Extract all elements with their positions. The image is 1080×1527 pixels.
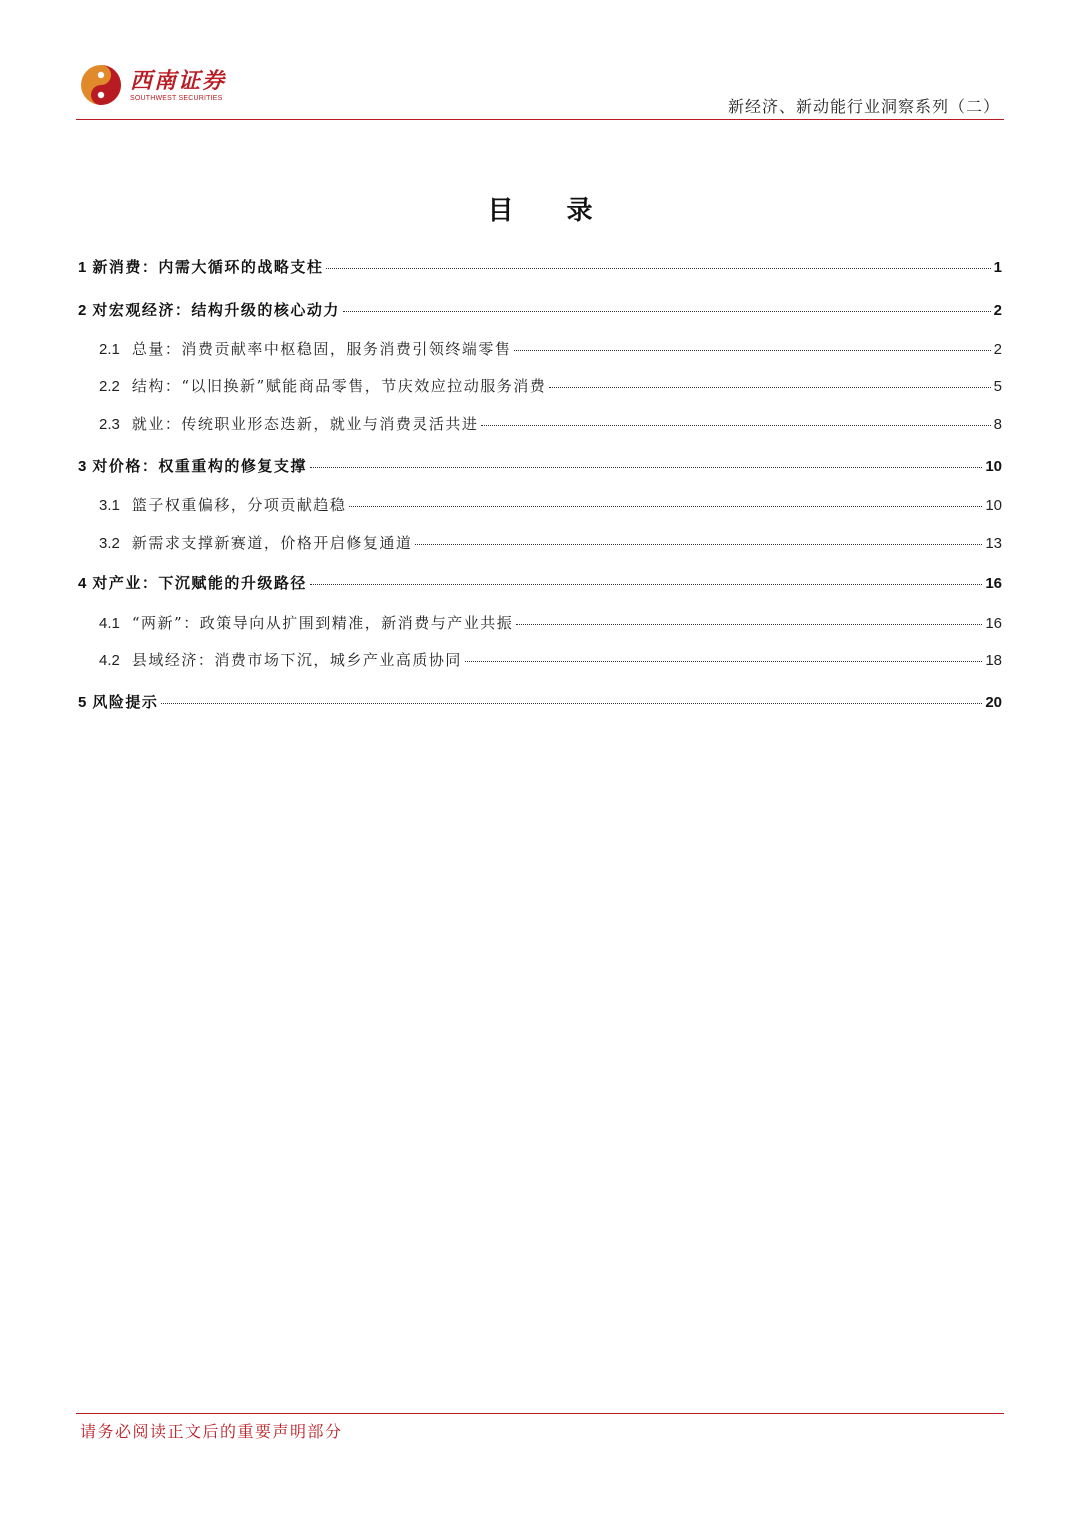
toc-entry-page: 2 xyxy=(993,341,1002,358)
toc-entry-5[interactable] xyxy=(78,691,1002,712)
toc-entry-4[interactable] xyxy=(78,572,1002,593)
toc-entry-title: 总量：消费贡献率中枢稳固，服务消费引领终端零售 xyxy=(131,340,512,358)
toc-entry-title: 风险提示 xyxy=(92,693,159,711)
report-series-title: 新经济、新动能行业洞察系列（二） xyxy=(727,97,1000,116)
toc-entry-title: 对产业：下沉赋能的升级路径 xyxy=(92,574,307,592)
toc-entry-page: 18 xyxy=(985,652,1002,669)
toc-entry-number: 3.2 xyxy=(99,535,120,552)
toc-entry-number: 4.1 xyxy=(99,615,120,632)
toc-entry-3-1[interactable] xyxy=(78,494,1002,515)
header-divider xyxy=(76,119,1004,120)
toc-entry-number: 4.2 xyxy=(99,652,120,669)
toc-dot-leader xyxy=(465,661,982,662)
toc-dot-leader xyxy=(349,506,982,507)
toc-entry-page: 2 xyxy=(993,302,1002,319)
toc-entry-2[interactable] xyxy=(78,299,1002,320)
toc-entry-title: 结构：“以旧换新”赋能商品零售，节庆效应拉动服务消费 xyxy=(131,377,547,395)
toc-entry-number: 2 xyxy=(78,302,87,319)
toc-entry-title: 就业：传统职业形态迭新，就业与消费灵活共进 xyxy=(131,415,479,433)
toc-entry-1[interactable] xyxy=(78,256,1002,277)
toc-entry-number: 1 xyxy=(78,259,87,276)
toc-entry-number: 3 xyxy=(78,458,87,475)
toc-dot-leader xyxy=(343,311,991,312)
toc-dot-leader xyxy=(516,624,982,625)
toc-entry-page: 16 xyxy=(985,615,1002,632)
toc-entry-title: 对宏观经济：结构升级的核心动力 xyxy=(92,301,340,319)
toc-dot-leader xyxy=(326,268,990,269)
toc-entry-3[interactable] xyxy=(78,455,1002,476)
toc-dot-leader xyxy=(415,544,982,545)
toc-entry-page: 5 xyxy=(993,378,1002,395)
toc-entry-title: 县域经济：消费市场下沉，城乡产业高质协同 xyxy=(131,651,462,669)
toc-entry-4-1[interactable] xyxy=(78,612,1002,633)
toc-entry-number: 2.1 xyxy=(99,341,120,358)
logo-chinese-name: 西南证券 xyxy=(130,67,227,94)
toc-dot-leader xyxy=(549,387,990,388)
toc-dot-leader xyxy=(310,584,982,585)
toc-entry-number: 5 xyxy=(78,694,87,711)
toc-entry-title: 新消费：内需大循环的战略支柱 xyxy=(92,258,324,276)
toc-entry-title: “两新”：政策导向从扩围到精准，新消费与产业共振 xyxy=(131,614,514,632)
toc-entry-number: 2.3 xyxy=(99,416,120,433)
toc-entry-number: 2.2 xyxy=(99,378,120,395)
toc-heading: 目 录 xyxy=(487,196,615,226)
toc-entry-2-1[interactable] xyxy=(78,338,1002,359)
disclaimer-notice: 请务必阅读正文后的重要声明部分 xyxy=(80,1422,343,1441)
toc-entry-page: 8 xyxy=(993,416,1002,433)
company-logo xyxy=(80,64,226,106)
toc-entry-2-2[interactable] xyxy=(78,375,1002,396)
southwest-securities-logo-icon xyxy=(80,64,122,106)
toc-entry-page: 20 xyxy=(985,694,1002,711)
toc-entry-number: 4 xyxy=(78,575,87,592)
toc-entry-page: 10 xyxy=(985,458,1002,475)
toc-dot-leader xyxy=(481,425,990,426)
toc-entry-3-2[interactable] xyxy=(78,532,1002,553)
toc-entry-number: 3.1 xyxy=(99,497,120,514)
toc-dot-leader xyxy=(514,350,990,351)
toc-entry-title: 新需求支撑新赛道，价格开启修复通道 xyxy=(131,534,413,552)
toc-dot-leader xyxy=(161,703,982,704)
logo-english-name: SOUTHWEST SECURITIES xyxy=(130,94,223,102)
toc-dot-leader xyxy=(310,467,982,468)
toc-entry-4-2[interactable] xyxy=(78,649,1002,670)
toc-entry-title: 对价格：权重重构的修复支撑 xyxy=(92,457,307,475)
toc-entry-page: 10 xyxy=(985,497,1002,514)
toc-entry-page: 1 xyxy=(993,259,1002,276)
toc-entry-page: 13 xyxy=(985,535,1002,552)
toc-entry-page: 16 xyxy=(985,575,1002,592)
footer-divider xyxy=(76,1413,1004,1414)
toc-entry-title: 篮子权重偏移，分项贡献趋稳 xyxy=(131,496,347,514)
toc-entry-2-3[interactable] xyxy=(78,413,1002,434)
